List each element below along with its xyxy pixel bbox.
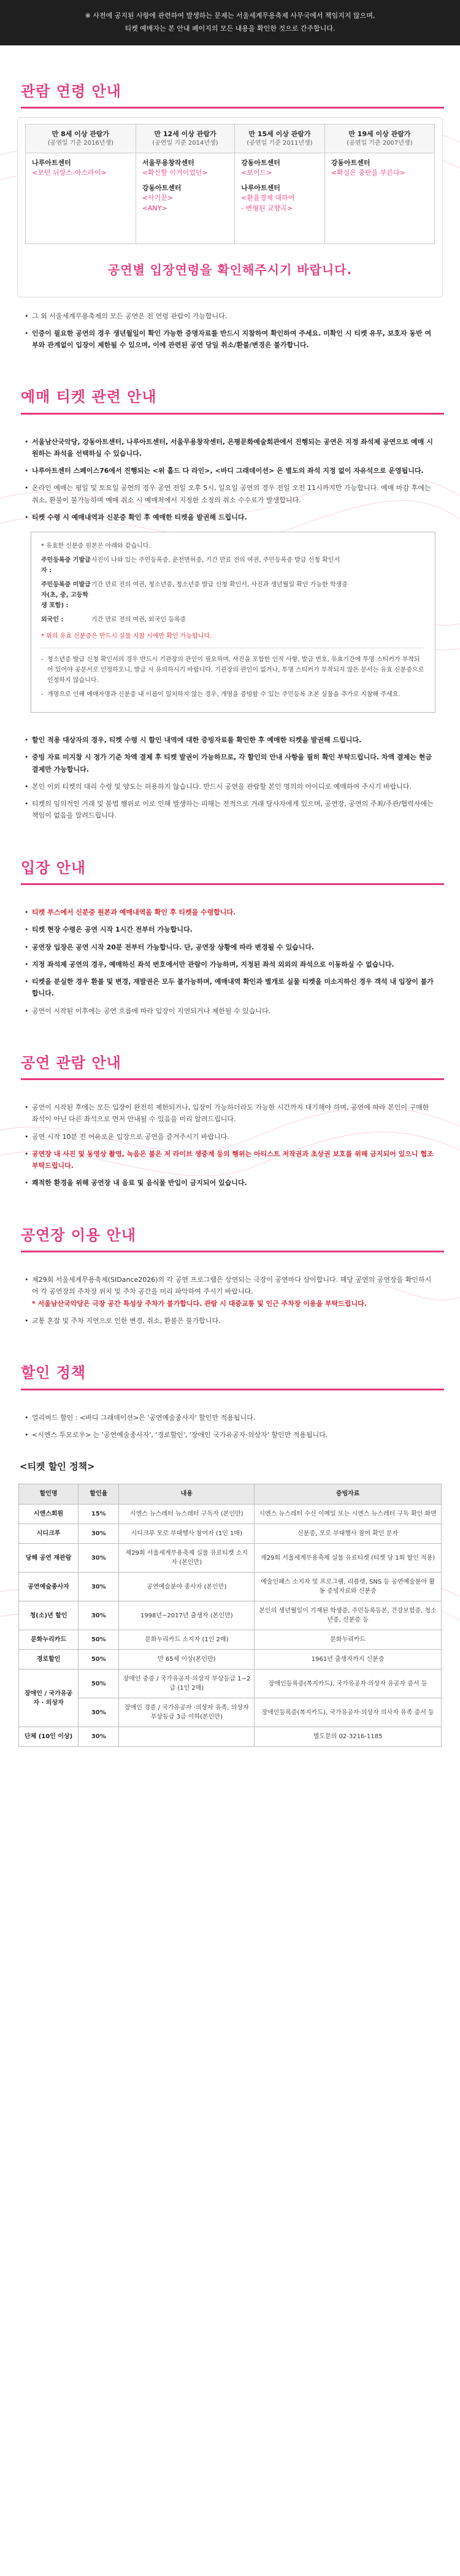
watch-section-title [21,1051,443,1080]
header-cell: 내용 [119,1484,255,1505]
header-cell: 증빙자료 [255,1484,442,1505]
bullet-text: 본인 이외 티켓의 대리 수령 및 양도는 허용하지 않습니다. 반드시 공연을 관람할 본인 명의의 아이디로 예매하여 주시기 바랍니다. [32,782,412,791]
bullet-text: 티켓 부스에서 신분증 원본과 예매내역을 확인 후 티켓을 수령합니다. [32,908,236,917]
title-underline [21,1251,444,1252]
age-cell-19 [324,153,434,243]
notice-bar [0,0,460,45]
discount-rate: 30% [79,1698,119,1727]
title-underline [21,1389,444,1390]
table-row [19,1544,442,1573]
list-item [25,959,435,970]
venue-section-title-text: 공연장 이용 안내 [21,1226,136,1244]
discount-rate: 30% [79,1601,119,1630]
discount-proof: 문화누리카드 [255,1630,442,1650]
age-header-15 [235,125,325,153]
entry-bullets [17,894,443,1017]
discount-rate: 30% [79,1524,119,1544]
age-table-box [17,117,443,297]
bullet-text: 티켓 현장 수령은 공연 시작 1시간 전부터 가능합니다. [32,926,193,934]
bullet-text: 인증이 필요한 공연의 경우 생년월일이 확인 가능한 증명자료를 반드시 지참하여 확인하여 주세요. 미확인 시 티켓 유무, 보호자 동반 여부와 관계없이 입장이 제한될 수 있으며, 이에 관련된 공연 당일 취소/환불/변경은 불가합니다. [32,329,432,350]
age-header-19-label: 만 19세 이상 관람가 [348,130,411,139]
bullet-text: 온라인 예매는 평일 및 토요일 공연의 경우 공연 전일 오후 5시, 일요일 공연의 경우 전일 오전 11시까지만 가능합니다. 예매 마감 후에는 취소, 환불이 불가능하며 예매 취소 시 예매처에서 지정한 소정의 취소 수수료가 발생합니다. [32,484,431,504]
venue-section [0,1224,460,1327]
age-header-8-label: 만 8세 이상 관람가 [52,130,110,139]
bullet-text: 공연이 시작된 후에는 모든 입장이 완전히 제한되거나, 입장이 가능하더라도 가능한 시간까지 대기해야 하며, 공연에 따라 본인이 구매한 좌석이 아닌 다른 좌석으로 먼저 안내될 수 있음을 미리 알려드립니다. [32,1103,429,1124]
discount-bullets [17,1399,443,1441]
id-row-value: 기간 만료 전의 여권, 청소년증, 청소년증 발급 신청 확인서, 사진과 생년월일 확인 가능한 학생증 [91,581,348,589]
id-note-item: - 청소년증 발급 신청 확인서의 경우 반드시 기관장의 관인이 필요하며, 사진을 포함한 인적 사항, 발급 번호, 유효기간에 투명 스티커가 부착되어 있어야 공문서로 인정하오니, 발급 시 유의하시기 바랍니다. 기관장의 관인이 없거나, 투명 스티커가 부착되지 않은 문서는 유효 신분증으로 인정하지 않습니다. [41,654,425,686]
table-row [19,1524,442,1544]
notice-line-2: 티켓 예매자는 본 안내 페이지의 모든 내용을 확인한 것으로 간주합니다. [125,24,335,33]
discount-content: 제29회 서울세계무용축제 실물 유료티켓 소지자 (본인만) [119,1544,255,1573]
discount-name: 문화누리카드 [19,1630,79,1650]
age-confirm-message: 공연별 입장연령을 확인해주시기 바랍니다. [107,262,353,277]
age-section [0,80,460,351]
venue-section-title [21,1224,443,1252]
discount-content: 문화누리카드 소지자 (1인 2매) [119,1630,255,1650]
list-item [25,751,435,775]
venue-name: 강동아트센터 [331,158,370,167]
bullet-text: <시엔스 투모로우> 는 '공연예술종사자', '경로할인', '장애인 국가유공자·의상자' 할인만 적용됩니다. [32,1430,328,1439]
parking-note: * 서울남산국악당은 극장 공간 특성상 주차가 불가합니다. 관람 시 대중교통 및 인근 주차장 이용을 부탁드립니다. [32,1299,367,1308]
discount-rate: 30% [79,1573,119,1601]
bullet-text: 티켓 수령 시 예매내역과 신분증 확인 후 예매한 티켓을 발권해 드립니다. [32,513,247,521]
venue-name: 나루아트센터 [32,158,71,167]
spacer [241,178,318,183]
spacer [142,178,228,183]
table-row [19,1727,442,1747]
discount-name: 경로할인 [19,1650,79,1669]
ticket-bullets [17,423,443,524]
id-row-value: 기간 만료 전의 여권, 외국인 등록증 [91,616,186,624]
discount-name: 공연예술종사자 [19,1573,79,1601]
discount-content: 시디크루 모로 부대행사 참여자 (1인 1매) [119,1524,255,1544]
age-table [25,124,435,243]
age-header-15-basis: (공연일 기준 2011년생) [247,139,313,147]
venue-name: 강동아트센터 [241,158,280,167]
discount-proof: 본인의 생년월일이 기재된 학생증, 주민등록등본, 건강보험증, 청소년증, 신분증 등 [255,1601,442,1630]
list-item [25,1315,435,1327]
discount-section [0,1361,460,1441]
discount-rate: 15% [79,1505,119,1524]
table-row [19,1650,442,1669]
list-item [25,310,435,322]
discount-section-title [21,1361,443,1390]
discount-table [18,1484,442,1747]
bullet-text: 티켓을 분실한 경우 환불 및 변경, 재발권은 모두 불가능하며, 예매내역 확인과 별개로 실물 티켓을 미소지하신 경우 객석 내 입장이 불가합니다. [32,978,434,998]
title-underline [21,883,444,885]
age-section-title-text: 관람 연령 안내 [21,82,121,100]
discount-table-title: <티켓 할인 정책> [20,1461,95,1473]
list-item [25,907,435,918]
bullet-text: 서울남산국악당, 강동아트센터, 나루아트센터, 서울무용창작센터, 은평문화예술회관에서 진행되는 공연은 지정 좌석제 공연으로 예매 시 원하는 좌석을 선택하실 수 있습니다. [32,437,433,458]
discount-rate: 30% [79,1727,119,1747]
list-item [25,798,435,822]
age-header-8 [26,125,136,153]
discount-content: 시엔스 뉴스레터 뉴스레터 구독자 (본인만) [119,1505,255,1524]
discount-content: 공연예술분야 종사자 (본인만) [119,1573,255,1601]
venue-name: 강동아트센터 [142,183,182,192]
age-header-8-basis: (공연일 기준 2016년생) [47,139,114,147]
age-cell-12 [136,153,234,243]
discount-proof: 장애인등록증(복지카드), 국가유공자·의상자 유공자 증서 등 [255,1669,442,1698]
bullet-text: 그 외 서울세계무용축제의 모든 공연은 전 연령 관람이 가능합니다. [32,312,228,320]
title-underline [21,413,444,415]
list-item [25,941,435,953]
id-row [41,615,425,625]
header-cell: 할인명 [19,1484,79,1505]
table-row [19,1573,442,1601]
ticket-section-title-text: 예매 티켓 관련 안내 [21,388,157,406]
discount-name: 단체 (10인 이상) [19,1727,79,1747]
discount-proof: 별도문의 02-3216-1185 [255,1727,442,1747]
list-item [25,328,435,351]
id-note-item: - 개명으로 인해 예매자명과 신분증 내 이름이 일치하지 않는 경우, 개명을 증빙할 수 있는 주민등록 초본 실물을 추가로 지참해 주세요. [41,689,425,700]
age-header-12 [136,125,234,153]
id-document-heading: * 유효한 신분증 원본은 아래와 같습니다. [41,543,151,550]
bullet-text: 교통 혼잡 및 주차 지연으로 인한 변경, 취소, 환불은 불가합니다. [32,1316,221,1325]
age-cell-15 [235,153,325,243]
age-bullets [17,297,443,351]
ticket-bullets-2 [17,721,443,822]
bullet-text: 제29회 서울세계무용축제(SIDance2026)의 각 공연 프로그램은 상연되는 극장이 공연마다 상이합니다. 해당 공연의 공연장을 확인하시어 각 공연장의 주차장 위치 및 주차 공간을 미리 파악하여 주시기 바랍니다. [32,1276,432,1296]
list-item [25,781,435,792]
show-title: <사기꾼> [142,194,174,202]
bullet-text: 공연장 내 사진 및 동영상 촬영, 녹음은 불은 저 라이브 생중계 등의 행위는 아티스트 저작권과 초상권 보호를 위해 금지되어 있으니 협조 부탁드립니다. [32,1149,434,1170]
bullet-text: 공연 시작 10분 전 어유로운 입장으로 공연을 즐겨주시기 바랍니다. [32,1132,229,1141]
discount-content: 장애인 중증 / 국가유공자·의상자 부상등급 1~2급 (1인 2매) [119,1669,255,1698]
header-cell: 할인율 [79,1484,119,1505]
table-row [19,1669,442,1698]
list-item [25,1005,435,1017]
discount-proof: 1961년 출생자까지 신분증 [255,1650,442,1669]
table-header-row [19,1484,442,1505]
bullet-text: 지정 좌석제 공연의 경우, 예매하신 좌석 번호에서만 관람이 가능하며, 지정된 좌석 외외의 좌석으로 이동하실 수 없습니다. [32,960,394,968]
bullet-text: 증빙 자료 미지참 시 정가 기준 차액 결제 후 티켓 발권이 가능하므로, 각 할인의 안내 사항을 필히 확인 부탁드립니다. 차액 결제는 현금 결제만 가능합니다. [32,753,432,773]
bullet-text: 티켓의 임의적인 거래 및 불법 행위로 이로 인해 발생하는 피해는 전적으로 거래 당사자에게 있으며, 공연장, 공연의 주최/주관/협력사에는 책임이 없음을 알려드립니다. [32,800,434,820]
list-item [25,512,435,523]
venue-bullets [17,1261,443,1327]
age-header-15-label: 만 15세 이상 관람가 [248,130,311,139]
table-row [19,1601,442,1630]
id-row [41,580,425,611]
id-warning-note: * 위의 유효 신분증은 반드시 실물 지참 시에만 확인 가능합니다. [41,633,212,640]
list-item [25,482,435,506]
discount-proof: 예술인패스 소지자 및 프로그램, 리플렛, SNS 등 공연예술분야 활동 증빙자료와 신분증 [255,1573,442,1601]
bullet-text: 나루아트센터 스페이스76에서 진행되는 <위 홀드 다 라인>, <바디 그래데이션> 은 별도의 좌석 지정 없이 자유석으로 운영됩니다. [32,467,424,475]
list-item [25,1412,435,1424]
title-underline [21,107,444,109]
table-row [19,1698,442,1727]
show-title: <모던 뉘앙스-아스라이> [32,169,107,177]
bullet-text: 쾌적한 환경을 위해 공연장 내 음료 및 음식물 반입이 금지되어 있습니다. [32,1179,247,1187]
discount-name: 시엔스회원 [19,1505,79,1524]
discount-content: 1998년~2017년 출생자 (본인만) [119,1601,255,1630]
discount-section-title-text: 할인 정책 [21,1364,86,1382]
list-item [25,976,435,1000]
list-item [25,734,435,746]
list-item [25,1148,435,1172]
discount-proof: 시엔스 뉴스레터 수신 이메일 또는 시엔스 뉴스레터 구독 확인 화면 [255,1505,442,1524]
discount-proof: 신분증, 모로 부대행사 참여 확인 문자 [255,1524,442,1544]
show-title: <확신할 이거이었던> [142,169,208,177]
discount-name: 당해 공연 재관람 [19,1544,79,1573]
list-item [25,465,435,477]
bottom-spacer [0,1747,460,1784]
list-item [25,1274,435,1309]
age-header-19-basis: (공연일 기준 2007년생) [347,139,413,147]
age-header-19 [324,125,434,153]
bullet-text: 할인 적용 대상자의 경우, 티켓 수령 시 할인 내역에 대한 증빙자료를 확인한 후 예매한 티켓을 발권해 드립니다. [32,736,362,745]
discount-name: 청(소)년 할인 [19,1601,79,1630]
ticket-section [0,385,460,821]
age-section-title [21,80,443,109]
list-item [25,436,435,460]
watch-bullets [17,1089,443,1189]
ticket-section-title [21,385,443,414]
entry-section-title [21,856,443,885]
list-item [25,1177,435,1189]
bullet-text: 공연장 입장은 공연 시작 20분 전부터 가능합니다. 단, 공연장 상황에 따라 변경될 수 있습니다. [32,943,315,951]
show-title: <확실은 중판을 부른다> [331,169,405,177]
show-title: <환율경제 대하여 [241,194,295,202]
list-item [25,1131,435,1143]
table-row [19,1630,442,1650]
watch-section [0,1051,460,1189]
discount-content [119,1727,255,1747]
discount-name: 시디크루 [19,1524,79,1544]
venue-name: 서울무용창작센터 [142,158,194,167]
id-document-box [31,532,435,713]
show-title: <보이드> [241,169,272,177]
table-row [19,1505,442,1524]
venue-name: 나루아트센터 [241,183,280,192]
show-title: <ANY> [142,204,167,212]
entry-section-title-text: 입장 안내 [21,859,86,876]
discount-name: 장애인 / 국가유공자 · 의상자 [19,1669,79,1727]
discount-proof: 장애인등록증(복지카드), 국가유공자·의상자 의사자 유족 증서 등 [255,1698,442,1727]
id-row-value: 사진이 나와 있는 주민등록증, 운전면허증, 기간 만료 전의 여권, 주민등록증 발급 신청 확인서 [91,557,340,564]
discount-rate: 50% [79,1630,119,1650]
list-item [25,1429,435,1441]
list-item [25,924,435,935]
discount-content: 만 65세 이상(본인만) [119,1650,255,1669]
bullet-text: 공연이 시작된 이후에는 공연 흐름에 따라 입장이 지연되거나 제한될 수 있습니다. [32,1006,271,1015]
notice-line-1: ※ 사전에 공지된 사항에 관련하여 발생하는 문제는 서울세계무용축제 사무국에서 책임지지 않으며, [85,12,375,20]
discount-rate: 30% [79,1544,119,1573]
bullet-text: 얼리버드 할인 : <바디 그래데이션>은 '공연예술종사자' 할인만 적용됩니다. [32,1413,256,1422]
discount-content: 장애인 경증 / 국가유공자 ·의상자 유족, 의상자 부상등급 3급 이하(본인만) [119,1698,255,1727]
list-item [25,1102,435,1125]
entry-section [0,856,460,1017]
discount-proof: 제29회 서울세계무용축제 실물 유료티켓 (티켓 당 1회 할인 적용) [255,1544,442,1573]
title-underline [21,1078,444,1080]
age-header-12-label: 만 12세 이상 관람가 [154,130,217,139]
id-row [41,555,425,576]
id-row-key: 외국인 : [41,616,64,624]
discount-rate: 50% [79,1669,119,1698]
age-cell-8 [26,153,136,243]
age-header-12-basis: (공연일 기준 2014년생) [152,139,218,147]
show-title: - 변형된 교향곡> [241,204,293,212]
discount-rate: 50% [79,1650,119,1669]
id-row-key: 주민등록증 미발급자(초, 중, 고등학생 포함) : [41,581,91,610]
id-row-key: 주민등록증 기발급자 : [41,557,91,575]
watch-section-title-text: 공연 관람 안내 [21,1054,121,1071]
